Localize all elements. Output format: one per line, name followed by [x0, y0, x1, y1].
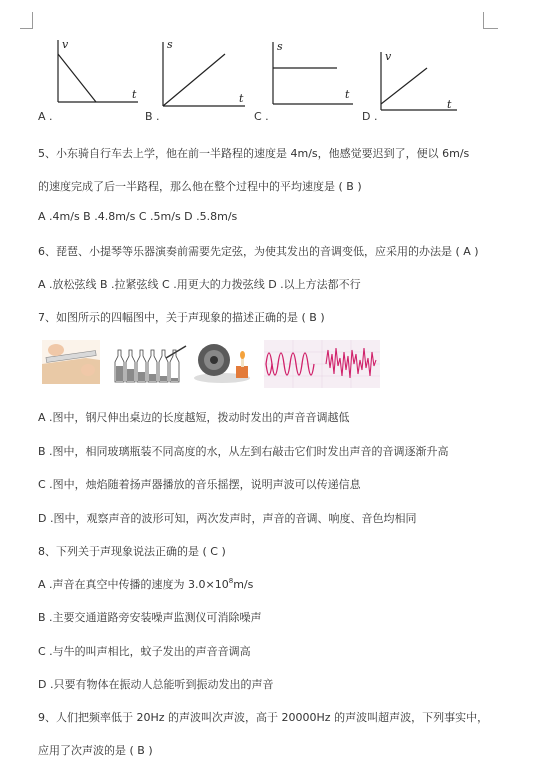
graph-d-ylabel: v	[385, 50, 392, 63]
q7-option-c: C .图中，烛焰随着扬声器播放的音乐摇摆，说明声波可以传递信息	[38, 478, 361, 491]
graph-a-svg	[50, 30, 142, 108]
q7-picture-ruler	[42, 340, 100, 388]
graph-c-option-label: C .	[254, 110, 269, 123]
graph-b-option-label: B .	[145, 110, 160, 123]
page-corner-mark-right	[483, 12, 498, 29]
graph-c	[265, 30, 357, 108]
q7-option-d: D .图中，观察声音的波形可知，两次发声时，声音的音调、响度、音色均相同	[38, 512, 417, 525]
q5-line1: 5、小东骑自行车去上学，他在前一半路程的速度是 4m/s，他感觉要迟到了，便以 6m/s	[38, 147, 470, 160]
q8-option-a-text: A .声音在真空中传播的速度为 3.0×10	[38, 578, 229, 591]
q7-option-b: B .图中，相同玻璃瓶装不同高度的水，从左到右敲击它们时发出声音的音调逐渐升高	[38, 445, 449, 458]
graph-b-line	[163, 54, 225, 106]
graph-b-svg	[155, 30, 247, 108]
q8-option-b: B .主要交通道路旁安装噪声监测仪可消除噪声	[38, 611, 262, 624]
q5-options: A .4m/s B .4.8m/s C .5m/s D .5.8m/s	[38, 210, 238, 223]
graph-d-xlabel: t	[447, 98, 452, 111]
q9-line1: 9、人们把频率低于 20Hz 的声波叫次声波，高于 20000Hz 的声波叫超声波，下列事实中，	[38, 711, 489, 724]
q7-pictures	[42, 340, 382, 390]
q8-option-c: C .与牛的叫声相比，蚊子发出的声音音调高	[38, 645, 251, 658]
graph-a	[50, 30, 142, 108]
page-corner-mark-left	[20, 12, 33, 29]
q8-option-a	[38, 576, 253, 592]
graph-b	[155, 30, 247, 108]
q6-line1: 6、琵琶、小提琴等乐器演奏前需要先定弦，为使其发出的音调变低，应采用的办法是 ( A )	[38, 245, 479, 258]
graph-c-ylabel: s	[277, 40, 283, 53]
q7-picture-bottles	[112, 340, 190, 388]
q8-option-a-exponent: 8	[228, 577, 234, 585]
q4-graph-options	[0, 30, 540, 130]
q8-line1: 8、下列关于声现象说法正确的是 ( C )	[38, 545, 226, 558]
graph-a-line	[58, 54, 96, 102]
q7-line1: 7、如图所示的四幅图中，关于声现象的描述正确的是 ( B )	[38, 311, 325, 324]
q8-option-a-unit: m/s	[233, 578, 254, 591]
q8-option-d: D .只要有物体在振动人总能听到振动发出的声音	[38, 678, 274, 691]
q9-line2: 应用了次声波的是 ( B )	[38, 744, 153, 757]
graph-a-option-label: A .	[38, 110, 53, 123]
q5-line2: 的速度完成了后一半路程，那么他在整个过程中的平均速度是 ( B )	[38, 180, 362, 193]
graph-d-svg	[373, 30, 465, 111]
graph-a-xlabel: t	[132, 88, 137, 101]
graph-c-svg	[265, 30, 357, 108]
graph-d-line	[381, 68, 427, 104]
graph-c-xlabel: t	[345, 88, 350, 101]
graph-b-xlabel: t	[239, 92, 244, 105]
q7-picture-waveforms	[264, 340, 380, 392]
q7-option-a: A .图中，钢尺伸出桌边的长度越短，拨动时发出的声音音调越低	[38, 411, 350, 424]
graph-d	[373, 30, 465, 111]
graph-b-ylabel: s	[167, 38, 173, 51]
graph-d-option-label: D .	[362, 110, 378, 123]
graph-a-ylabel: v	[62, 38, 69, 51]
q6-options: A .放松弦线 B .拉紧弦线 C .用更大的力拨弦线 D .以上方法都不行	[38, 278, 361, 291]
q7-picture-speaker-candle	[192, 340, 254, 388]
